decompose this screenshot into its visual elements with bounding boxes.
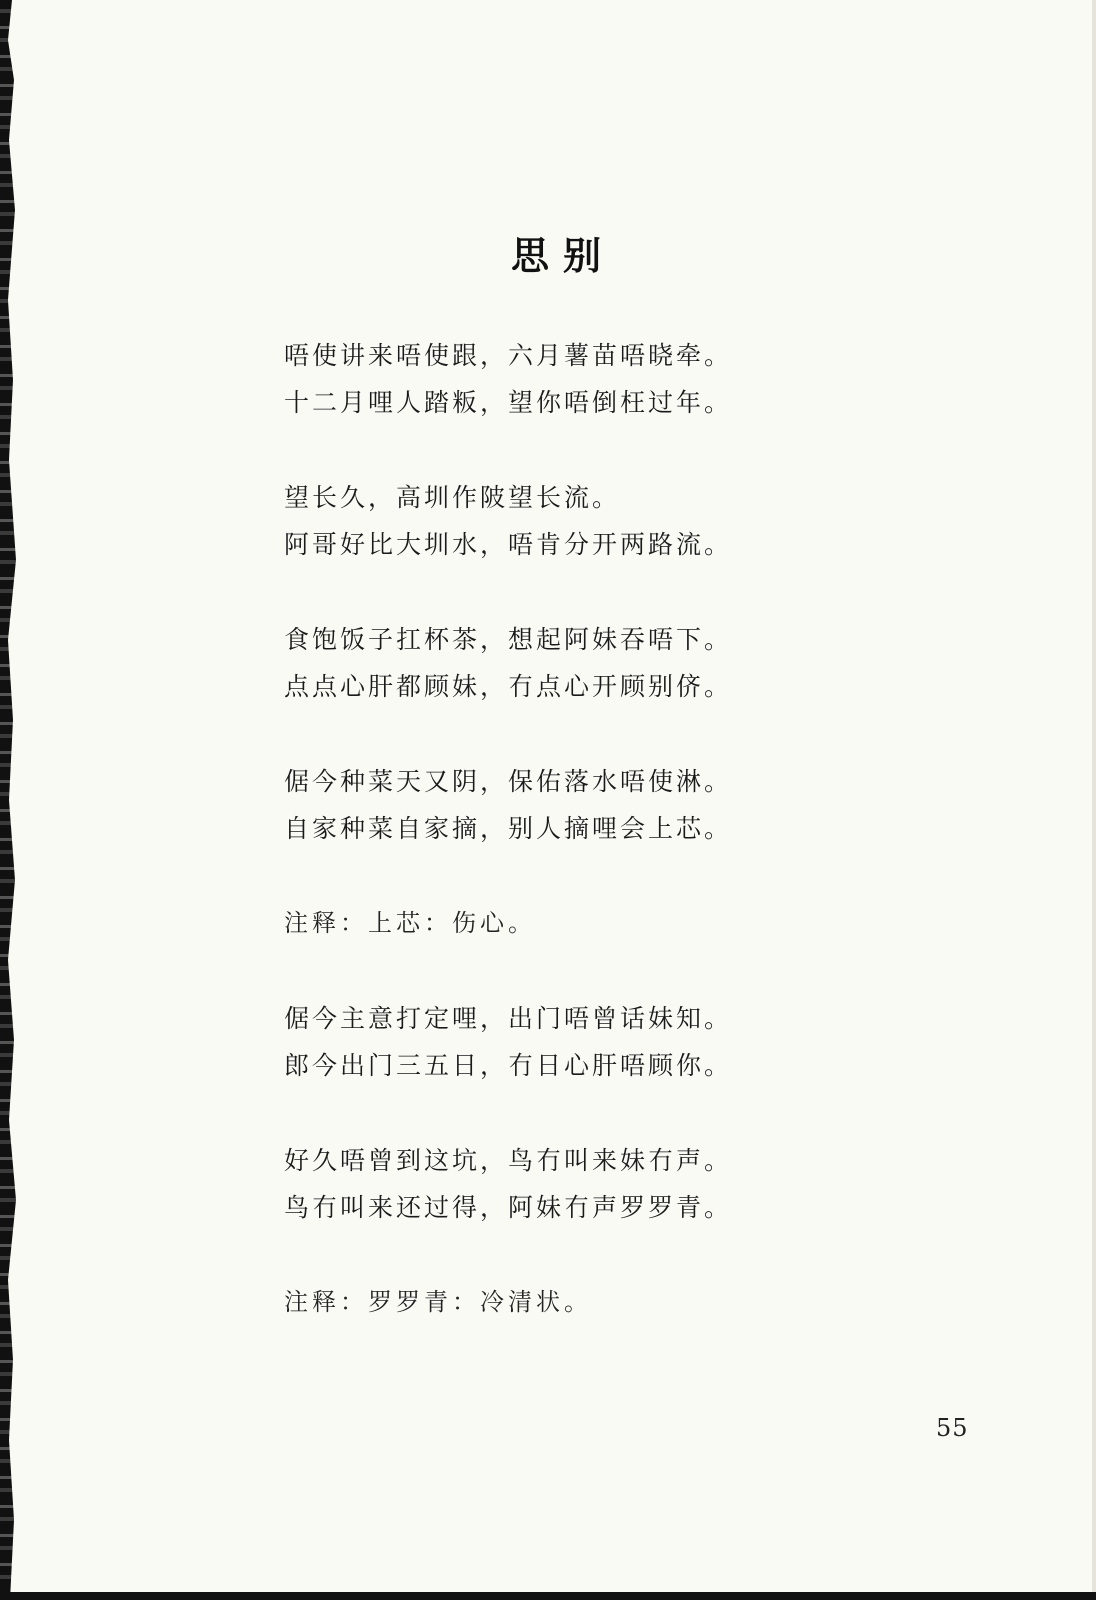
annotation-note: 注释：上芯：伤心。 xyxy=(284,909,536,937)
poem-line: 鸟冇叫来还过得，阿妹冇声罗罗青。 xyxy=(284,1193,733,1222)
poem-line: 食饱饭子扛杯茶，想起阿妹吞唔下。 xyxy=(284,625,733,654)
poem-line: 好久唔曾到这坑，鸟冇叫来妹冇声。 xyxy=(284,1146,733,1175)
poem-line: 自家种菜自家摘，别人摘哩会上芯。 xyxy=(284,814,733,843)
poem-body xyxy=(284,332,804,1326)
poem-line: 倨今主意打定哩，出门唔曾话妹知。 xyxy=(284,1004,733,1033)
poem-line: 十二月哩人踏粄，望你唔倒枉过年。 xyxy=(284,388,733,417)
poem-line: 唔使讲来唔使跟，六月薯苗唔晓牵。 xyxy=(284,341,733,370)
stanza-gap xyxy=(284,710,804,758)
stanza-gap xyxy=(284,1089,804,1137)
poem-line: 阿哥好比大圳水，唔肯分开两路流。 xyxy=(284,530,733,559)
stanza-gap xyxy=(284,426,804,474)
poem-line: 望长久，高圳作陂望长流。 xyxy=(284,483,621,512)
page-number: 55 xyxy=(936,1414,969,1442)
stanza-gap xyxy=(284,568,804,616)
stanza-gap xyxy=(284,947,804,995)
poem-line: 倨今种菜天又阴，保佑落水唔使淋。 xyxy=(284,767,733,796)
stanza-gap xyxy=(284,1231,804,1279)
poem-line: 点点心肝都顾妹，冇点心开顾别侪。 xyxy=(284,672,733,701)
annotation-note: 注释：罗罗青：冷清状。 xyxy=(284,1288,592,1316)
poem-title: 思别 xyxy=(510,234,615,278)
page-bottom-edge xyxy=(0,1592,1096,1600)
poem-line: 郎今出门三五日，冇日心肝唔顾你。 xyxy=(284,1051,733,1080)
stanza-gap xyxy=(284,852,804,900)
